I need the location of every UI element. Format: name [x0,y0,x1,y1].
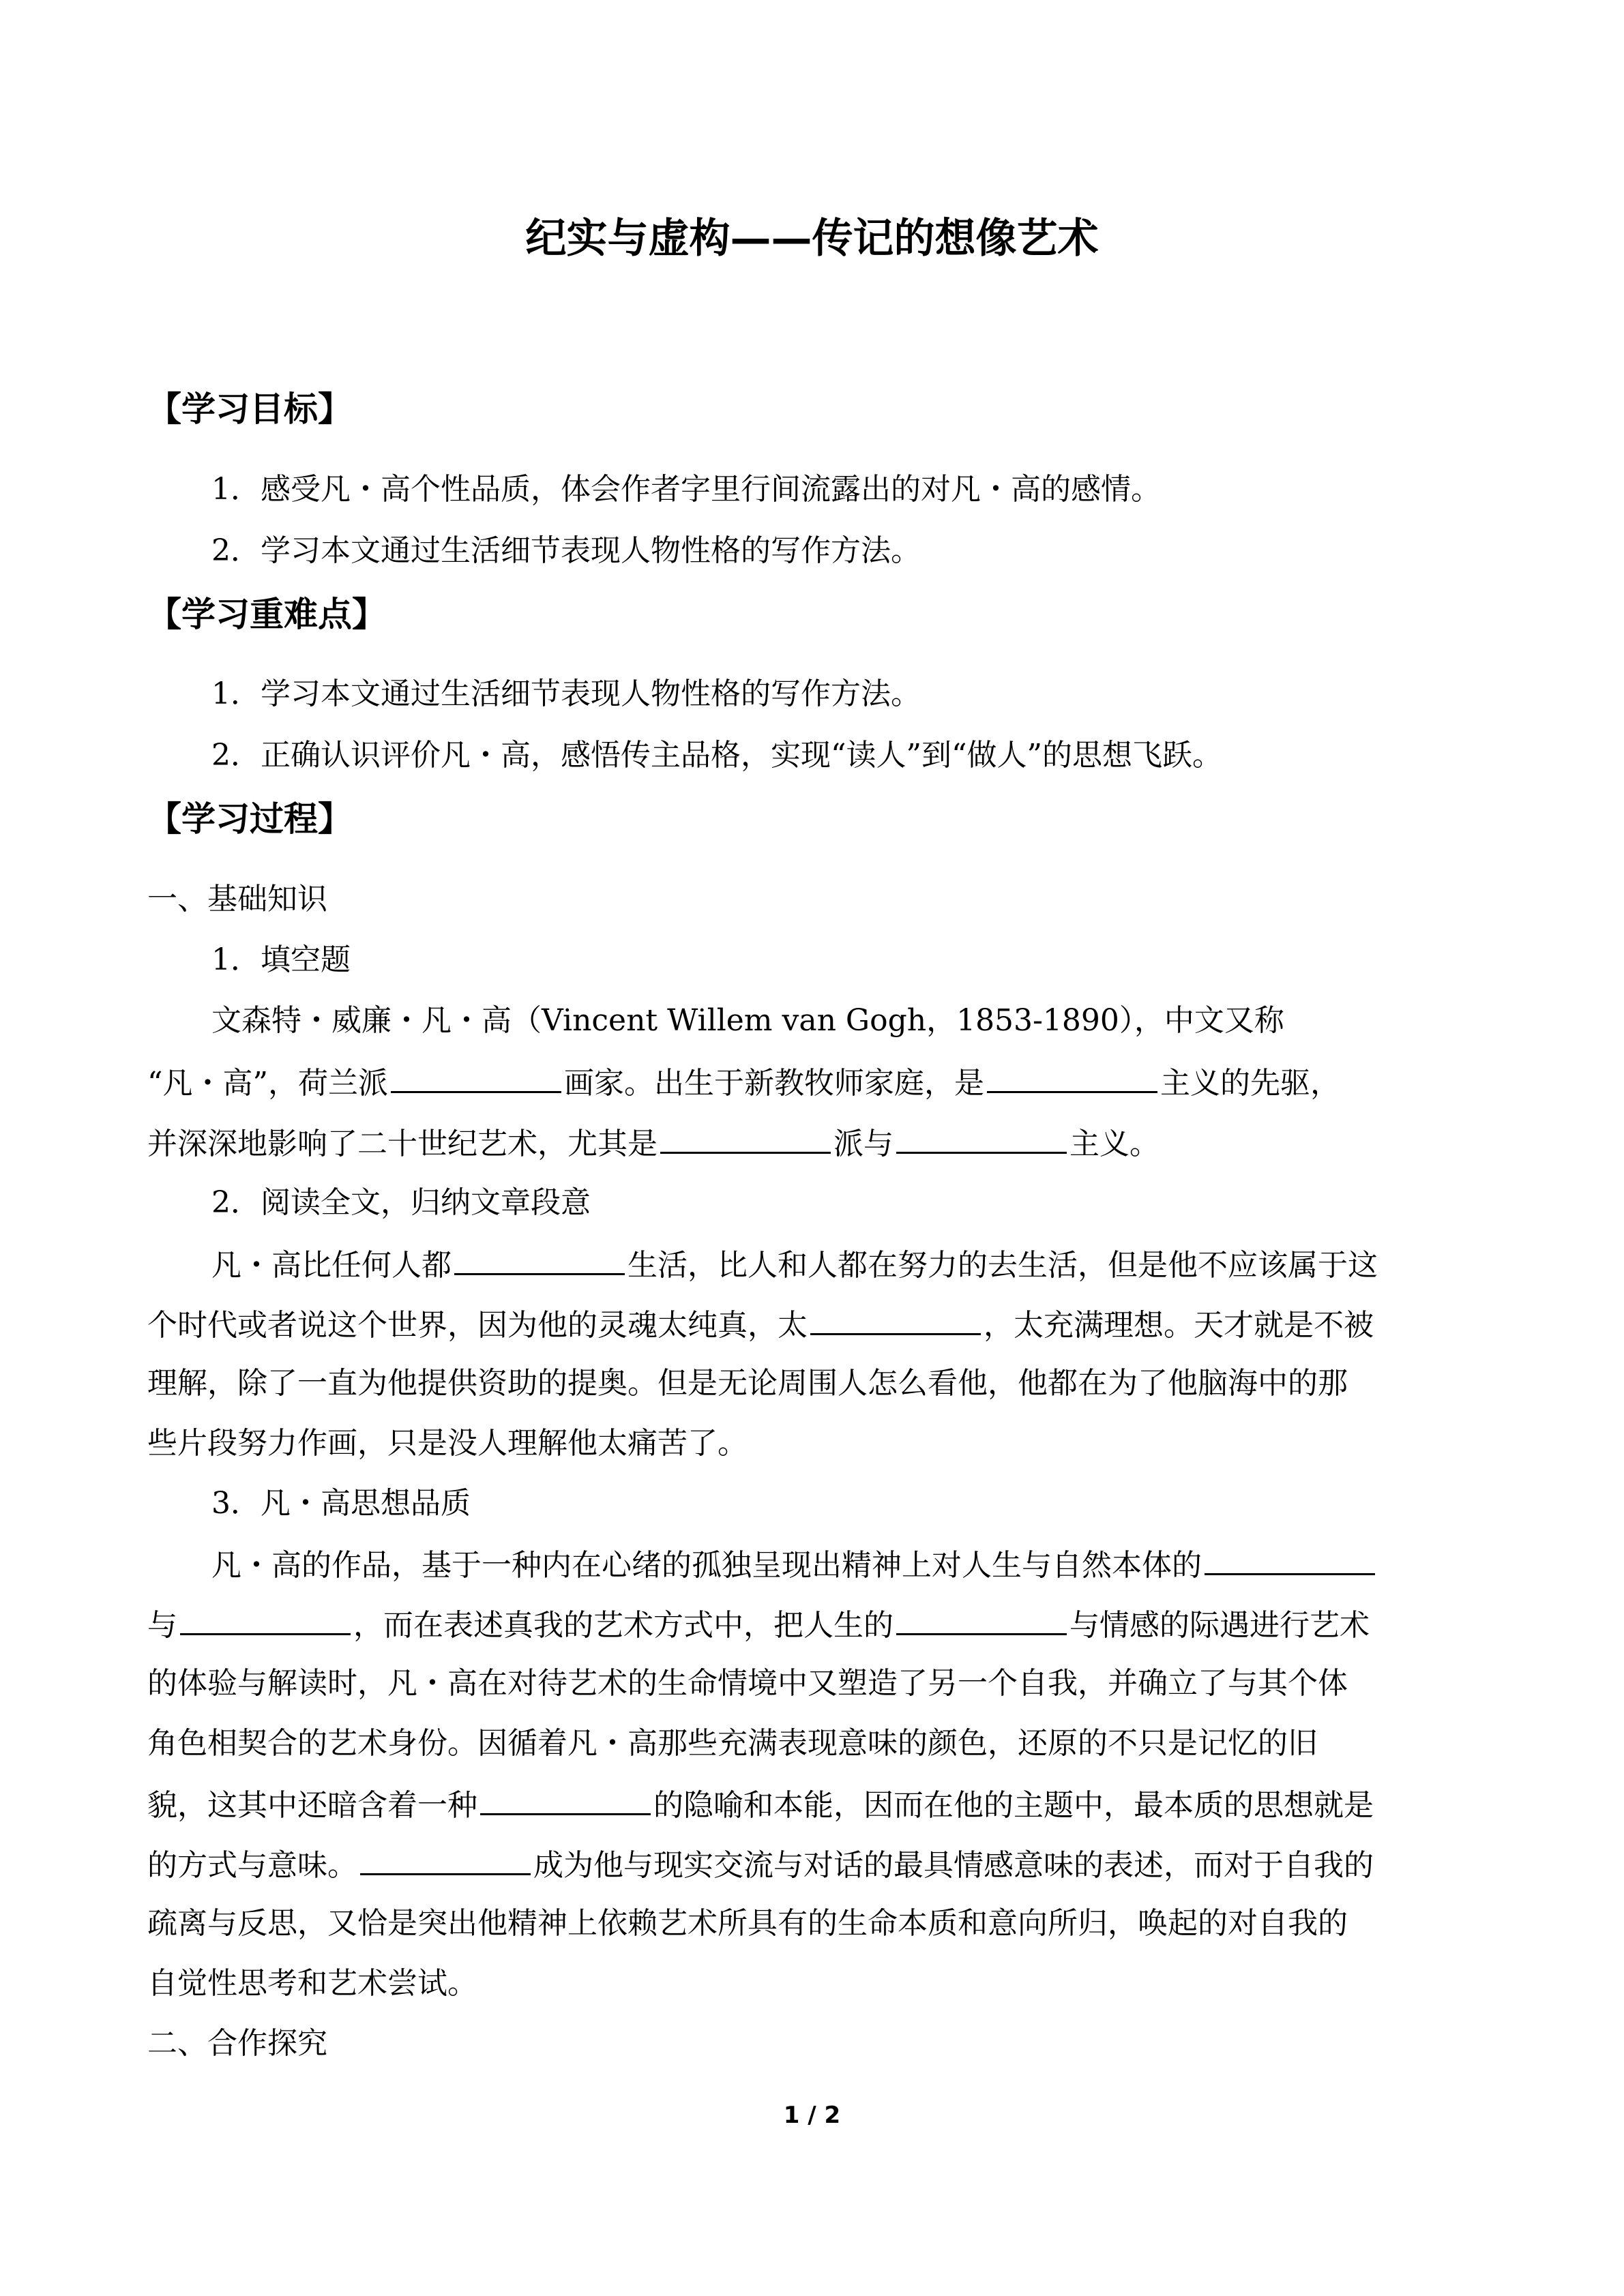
q2-text-line-4: 些片段努力作画，只是没人理解他太痛苦了。 [147,1426,748,1461]
q3-line-2-part-b: ，而在表述真我的艺术方式中，把人生的 [353,1608,894,1643]
fill-blank-life-aspect [896,1603,1067,1635]
fill-blank-expression [360,1843,531,1875]
q3-text-line-2 [147,1603,1370,1646]
part-1-heading: 一、基础知识 [147,882,327,916]
q2-line-2-part-a: 个时代或者说这个世界，因为他的灵魂太纯真，太 [147,1308,808,1343]
q3-text-line-4: 角色相契合的艺术身份。因循着凡・高那些充满表现意味的颜色，还原的不只是记忆的旧 [147,1726,1318,1761]
key-point-item-2: 2．正确认识评价凡・高，感悟传主品格，实现“读人”到“做人”的思想飞跃。 [211,738,1222,773]
goal-item-1: 1．感受凡・高个性品质，体会作者字里行间流露出的对凡・高的感情。 [211,472,1161,507]
q3-text-line-8: 自觉性思考和艺术尝试。 [147,1966,477,2001]
question-2-label: 2．阅读全文，归纳文章段意 [211,1185,591,1220]
q2-text-line-3: 理解，除了一直为他提供资助的提奥。但是无论周围人怎么看他，他都在为了他脑海中的那 [147,1366,1348,1401]
q1-line-2-part-b: 画家。出生于新教牧师家庭，是 [564,1066,984,1101]
q2-line-1-part-b: 生活，比人和人都在努力的去生活，但是他不应该属于这 [628,1248,1378,1283]
q3-line-2-part-a: 与 [147,1608,177,1643]
q3-text-line-1 [211,1543,1375,1586]
question-3-label: 3．凡・高思想品质 [211,1486,471,1521]
q3-line-5-part-a: 貌，这其中还暗含着一种 [147,1788,477,1823]
q3-line-6-part-a: 的方式与意味。 [147,1848,357,1883]
goals-heading: 【学习目标】 [147,389,352,429]
q3-line-5-part-b: 的隐喻和本能，因而在他的主题中，最本质的思想就是 [653,1788,1374,1823]
key-points-heading: 【学习重难点】 [147,595,386,634]
q3-line-6-part-b: 成为他与现实交流与对话的最具情感意味的表述，而对于自我的 [533,1848,1374,1883]
q3-line-2-part-c: 与情感的际遇进行艺术 [1069,1608,1370,1643]
process-heading: 【学习过程】 [147,799,352,839]
fill-blank-school-one [660,1122,831,1154]
fill-blank-living [454,1243,625,1275]
q1-text-line-1: 文森特・威廉・凡・高（Vincent Willem van Gogh，1853-1890），中文又称 [211,1003,1284,1038]
fill-blank-pioneer-ism [987,1061,1157,1093]
q2-line-1-part-a: 凡・高比任何人都 [211,1248,452,1283]
q2-text-line-1 [211,1243,1378,1286]
fill-blank-painting-school [391,1061,561,1093]
fill-blank-soul-trait [810,1303,981,1335]
q3-text-line-5 [147,1783,1374,1826]
page-number: 1 / 2 [783,2102,841,2129]
q3-text-line-3: 的体验与解读时，凡・高在对待艺术的生命情境中又塑造了另一个自我，并确立了与其个体 [147,1666,1348,1701]
fill-blank-metaphor [480,1783,651,1815]
q1-line-3-part-c: 主义。 [1069,1127,1160,1161]
q3-line-1-part-a: 凡・高的作品，基于一种内在心绪的孤独呈现出精神上对人生与自然本体的 [211,1548,1202,1583]
fill-blank-ontology-two [180,1603,351,1635]
q2-text-line-2 [147,1303,1374,1346]
question-1-label: 1．填空题 [211,942,351,977]
fill-blank-ontology-one [1205,1543,1375,1575]
q1-text-line-2 [147,1061,1340,1104]
q2-line-2-part-b: ，太充满理想。天才就是不被 [984,1308,1374,1343]
fill-blank-ism-two [896,1122,1067,1154]
q3-text-line-6 [147,1843,1374,1886]
q1-line-2-part-a: “凡・高”，荷兰派 [147,1066,388,1101]
q1-line-3-part-a: 并深深地影响了二十世纪艺术，尤其是 [147,1127,658,1161]
key-point-item-1: 1．学习本文通过生活细节表现人物性格的写作方法。 [211,676,921,711]
q1-line-2-part-c: 主义的先驱， [1160,1066,1340,1101]
q1-text-line-3 [147,1122,1160,1165]
part-2-heading: 二、合作探究 [147,2026,327,2061]
goal-item-2: 2．学习本文通过生活细节表现人物性格的写作方法。 [211,533,921,568]
document-title: 纪实与虚构——传记的想像艺术 [525,215,1099,263]
q3-text-line-7: 疏离与反思，又恰是突出他精神上依赖艺术所具有的生命本质和意向所归，唤起的对自我的 [147,1906,1348,1941]
q1-line-3-part-b: 派与 [833,1127,894,1161]
